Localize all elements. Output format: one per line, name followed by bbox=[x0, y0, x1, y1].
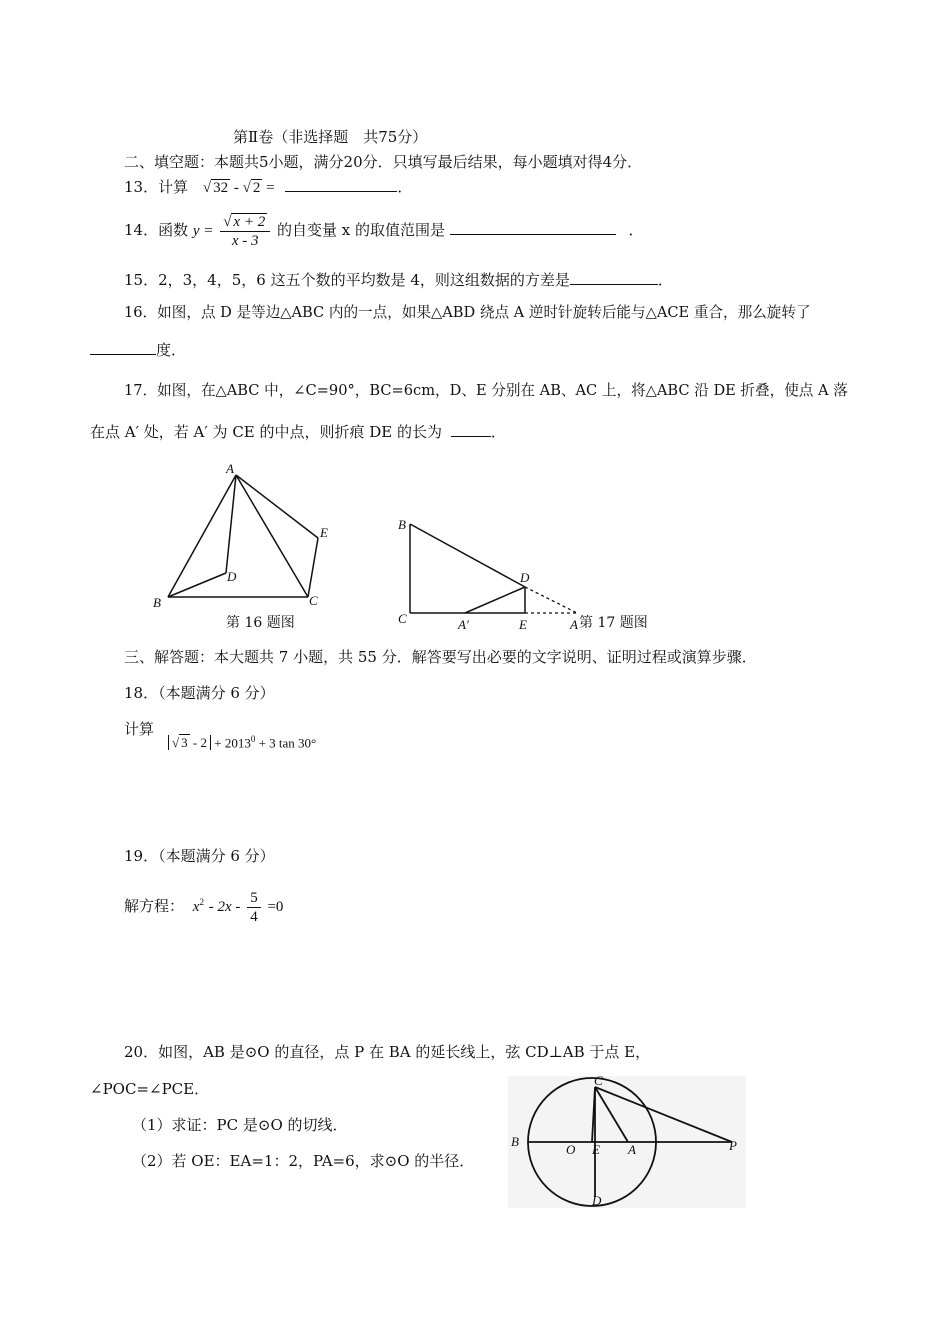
q18-exponent: 0 bbox=[250, 734, 256, 744]
q14-answer-blank[interactable] bbox=[450, 220, 616, 235]
q20-line1: 20．如图，AB 是⊙O 的直径，点 P 在 BA 的延长线上，弦 CD⊥AB 于点 E， bbox=[124, 1043, 651, 1061]
q13-equals: = bbox=[266, 180, 275, 196]
fig20-label-p: P bbox=[729, 1138, 737, 1153]
q19-x: x bbox=[192, 899, 200, 915]
figure-17 bbox=[390, 510, 590, 635]
fig16-label-c: C bbox=[309, 593, 318, 608]
q13-end: ． bbox=[397, 178, 413, 196]
q19-denominator: 4 bbox=[250, 908, 258, 925]
fig17-label-a: A bbox=[570, 617, 578, 632]
q14-denominator: x - 3 bbox=[231, 232, 259, 249]
q17-end: ． bbox=[490, 423, 506, 441]
q15-text: 15．2，3，4，5，6 这五个数的平均数是 4，则这组数据的方差是 bbox=[124, 271, 570, 289]
q19-equals: =0 bbox=[267, 899, 284, 915]
fig16-label-e: E bbox=[320, 525, 328, 540]
fig20-label-a: A bbox=[628, 1142, 636, 1157]
q14-text: 的自变量 x 的取值范围是 bbox=[276, 221, 445, 239]
q20-part1: （1）求证：PC 是⊙O 的切线． bbox=[132, 1116, 348, 1134]
q14-label: 14．函数 bbox=[124, 221, 189, 239]
section2-intro: 二、填空题：本题共5小题，满分20分．只填写最后结果，每小题填对得4分． bbox=[124, 153, 643, 171]
section2-title: 第Ⅱ卷（非选择题 共75分） bbox=[233, 128, 428, 146]
question-15 bbox=[124, 270, 673, 290]
q17-line1: 17．如图，在△ABC 中，∠C=90°，BC=6cm，D、E 分别在 AB、AC 上，将△ABC 沿 DE 折叠，使点 A 落 bbox=[124, 382, 848, 399]
fig17-label-b: B bbox=[398, 517, 406, 532]
question-13 bbox=[124, 177, 412, 198]
fig16-caption: 第 16 题图 bbox=[226, 615, 295, 631]
q18-plus-year: + 2013 bbox=[214, 735, 251, 751]
fig20-label-o: O bbox=[566, 1142, 576, 1157]
q17-answer-blank[interactable] bbox=[451, 422, 491, 437]
fig16-label-b: B bbox=[153, 595, 161, 610]
fig17-label-d: D bbox=[520, 570, 530, 585]
fig20-label-c: C bbox=[594, 1076, 603, 1088]
fig17-label-e: E bbox=[519, 617, 527, 632]
q13-label: 13．计算 bbox=[124, 178, 189, 196]
section3-intro: 三、解答题：本大题共 7 小题，共 55 分．解答要写出必要的文字说明、证明过程或演算步骤． bbox=[124, 648, 757, 666]
question-17-line2 bbox=[90, 422, 506, 442]
q16-answer-blank[interactable] bbox=[90, 340, 156, 355]
q15-end: ． bbox=[657, 271, 673, 289]
q18-abs: √ 3 - 2 bbox=[168, 735, 211, 750]
q19-fraction bbox=[247, 889, 261, 926]
q17-line2: 在点 A′ 处，若 A′ 为 CE 的中点，则折痕 DE 的长为 bbox=[90, 423, 443, 441]
question-14 bbox=[124, 212, 644, 250]
figure-16 bbox=[148, 460, 338, 610]
q13-minus: - bbox=[233, 180, 239, 196]
q14-end: ． bbox=[628, 221, 644, 239]
q19-header: 19．（本题满分 6 分） bbox=[124, 847, 275, 865]
q13-answer-blank[interactable] bbox=[285, 177, 397, 192]
q18-header: 18．（本题满分 6 分） bbox=[124, 684, 275, 702]
fig20-label-b: B bbox=[511, 1134, 519, 1149]
q13-radicand-a: 32 bbox=[213, 180, 229, 196]
q19-label: 解方程： bbox=[124, 897, 185, 915]
q18-plus-tan: + 3 tan 30° bbox=[258, 735, 317, 751]
q19-numerator: 5 bbox=[247, 889, 261, 908]
q16-end: 度． bbox=[156, 341, 187, 359]
q14-fraction: $\frac{√ x + 2}{x - 3}$ bbox=[220, 213, 270, 250]
fig20-label-e: E bbox=[592, 1142, 600, 1157]
q14-y: y = bbox=[192, 223, 214, 239]
q19-exponent: 2 bbox=[199, 897, 204, 907]
q14-numerator: x + 2 bbox=[233, 213, 266, 230]
q15-answer-blank[interactable] bbox=[570, 270, 658, 285]
q13-radicand-b: 2 bbox=[252, 180, 261, 196]
fig17-caption: 第 17 题图 bbox=[579, 615, 648, 631]
q18-expression bbox=[168, 729, 316, 753]
q20-line2: ∠POC=∠PCE． bbox=[90, 1080, 210, 1098]
fig17-label-c: C bbox=[398, 611, 407, 626]
question-16-line2 bbox=[90, 340, 186, 360]
fig16-label-d: D bbox=[227, 569, 237, 584]
question-19-equation bbox=[124, 882, 283, 927]
fig16-label-a: A bbox=[226, 461, 234, 476]
q18-minus-two: - 2 bbox=[192, 735, 207, 751]
q19-mid: - 2x - bbox=[208, 899, 241, 915]
q16-line1: 16．如图，点 D 是等边△ABC 内的一点，如果△ABD 绕点 A 逆时针旋转后能与△ACE 重合，那么旋转了 bbox=[124, 304, 811, 321]
fig17-label-a-prime: A′ bbox=[458, 617, 469, 632]
q20-part2: （2）若 OE：EA=1：2，PA=6，求⊙O 的半径． bbox=[132, 1152, 475, 1170]
q13-expression: √ 32 - √ 2 = bbox=[202, 180, 275, 196]
q18-label: 计算 bbox=[124, 720, 155, 738]
figure-20 bbox=[508, 1076, 746, 1208]
q18-radicand: 3 bbox=[181, 735, 188, 751]
fig20-label-d: D bbox=[592, 1193, 602, 1208]
